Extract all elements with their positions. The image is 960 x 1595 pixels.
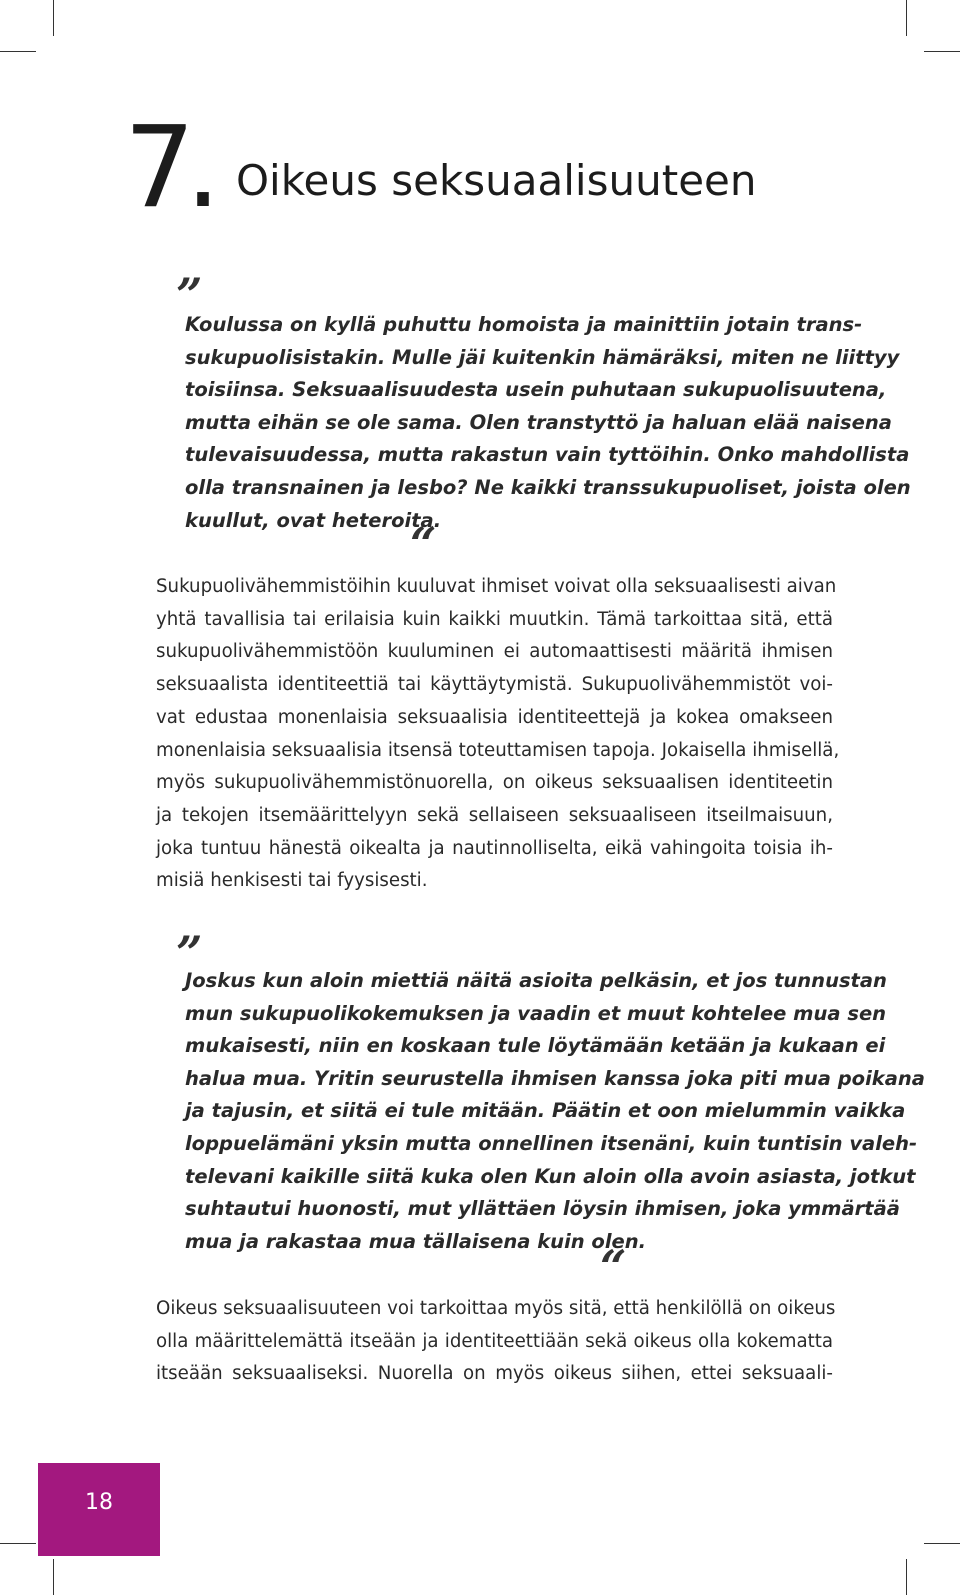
page-number: 18 [85,1490,113,1515]
quote-line: mua ja rakastaa mua tällaisena kuin olen. [185,1229,647,1253]
quote-line: ja tajusin, et siitä ei tule mitään. Päätin et oon mielummin vaikka [185,1099,906,1123]
crop-mark-bottom-right-vertical [906,1559,907,1595]
quote-line: Koulussa on kyllä puhuttu homoista ja mainittiin jotain trans- [185,313,863,336]
crop-mark-top-right-vertical [906,0,907,36]
quote-block [185,309,911,537]
crop-mark-top-left-horizontal [0,51,36,52]
paragraph-line: vat edustaa monenlaisia seksuaalisia identiteettejä ja kokea omakseen [156,706,833,728]
quote-line: loppuelämäni yksin mutta onnellinen itsenäni, kuin tuntisin valeh- [185,1131,918,1155]
paragraph-line: seksuaalista identiteettiä tai käyttäytymistä. Sukupuolivähemmistöt voi- [156,674,833,696]
body-paragraph [156,571,840,898]
quote-close-mark: “ [600,1240,627,1294]
quote-line: halua mua. Yritin seurustella ihmisen kanssa joka piti mua poikana [185,1066,925,1090]
quote-line: toisiinsa. Seksuaalisuudesta usein puhutaan sukupuolisuutena, [185,378,887,402]
quote-line: olla transnainen ja lesbo? Ne kaikki transsukupuoliset, joista olen [185,475,911,499]
paragraph-line: olla määrittelemättä itseään ja identiteettiään sekä oikeus olla kokematta [156,1330,833,1352]
quote-line: mukaisesti, niin en koskaan tule löytämään ketään ja kukaan ei [185,1034,886,1058]
crop-mark-bottom-left-horizontal [0,1543,36,1544]
quote-line: Joskus kun aloin miettiä näitä asioita pelkäsin, et jos tunnustan [185,969,887,992]
paragraph-line: monenlaisia seksuaalisia itsensä toteuttamisen tapoja. Jokaisella ihmisellä, [156,739,840,761]
quote-line: sukupuolisistakin. Mulle jäi kuitenkin hämäräksi, miten ne liittyy [185,345,900,369]
quote-close-mark: “ [410,517,437,571]
crop-mark-top-left-vertical [53,0,54,36]
body-paragraph [156,1293,836,1391]
crop-mark-bottom-right-horizontal [924,1543,960,1544]
quote-line: suhtautui huonosti, mut yllättäen löysin ihmisen, joka ymmärtää [185,1197,900,1221]
quote-open-mark: ” [176,926,203,980]
quote-line: kuullut, ovat heteroita. [185,508,442,532]
paragraph-line: Sukupuolivähemmistöihin kuuluvat ihmiset voivat olla seksuaalisesti aivan [156,576,837,597]
quote-line: mutta eihän se ole sama. Olen transtyttö ja haluan elää naisena [185,410,892,434]
paragraph-line: misiä henkisesti tai fyysisesti. [156,870,428,892]
paragraph-line: yhtä tavallisia tai erilaisia kuin kaikki muutkin. Tämä tarkoittaa sitä, että [156,608,833,630]
paragraph-line: sukupuolivähemmistöön kuuluminen ei automaattisesti määritä ihmisen [156,641,833,663]
quote-block [185,965,925,1258]
chapter-title: Oikeus seksuaalisuuteen [236,156,757,205]
crop-mark-bottom-left-vertical [53,1559,54,1595]
paragraph-line: joka tuntuu hänestä oikealta ja nautinnolliselta, eikä vahingoita toisia ih- [156,837,833,859]
paragraph-line: itseään seksuaaliseksi. Nuorella on myös oikeus siihen, ettei seksuaali- [156,1363,833,1385]
quote-open-mark: ” [176,268,203,322]
crop-mark-top-right-horizontal [924,51,960,52]
paragraph-line: Oikeus seksuaalisuuteen voi tarkoittaa myös sitä, että henkilöllä on oikeus [156,1298,836,1319]
quote-line: mun sukupuolikokemuksen ja vaadin et muut kohtelee mua sen [185,1001,887,1025]
paragraph-line: myös sukupuolivähemmistönuorella, on oikeus seksuaalisen identiteetin [156,772,833,794]
chapter-number: 7. [124,103,211,233]
quote-line: tulevaisuudessa, mutta rakastun vain tyttöihin. Onko mahdollista [185,443,910,467]
paragraph-line: ja tekojen itsemäärittelyyn sekä sellaiseen seksuaaliseen itseilmaisuun, [156,804,833,826]
page-number-box [38,1463,160,1556]
quote-line: televani kaikille siitä kuka olen Kun aloin olla avoin asiasta, jotkut [185,1164,916,1188]
